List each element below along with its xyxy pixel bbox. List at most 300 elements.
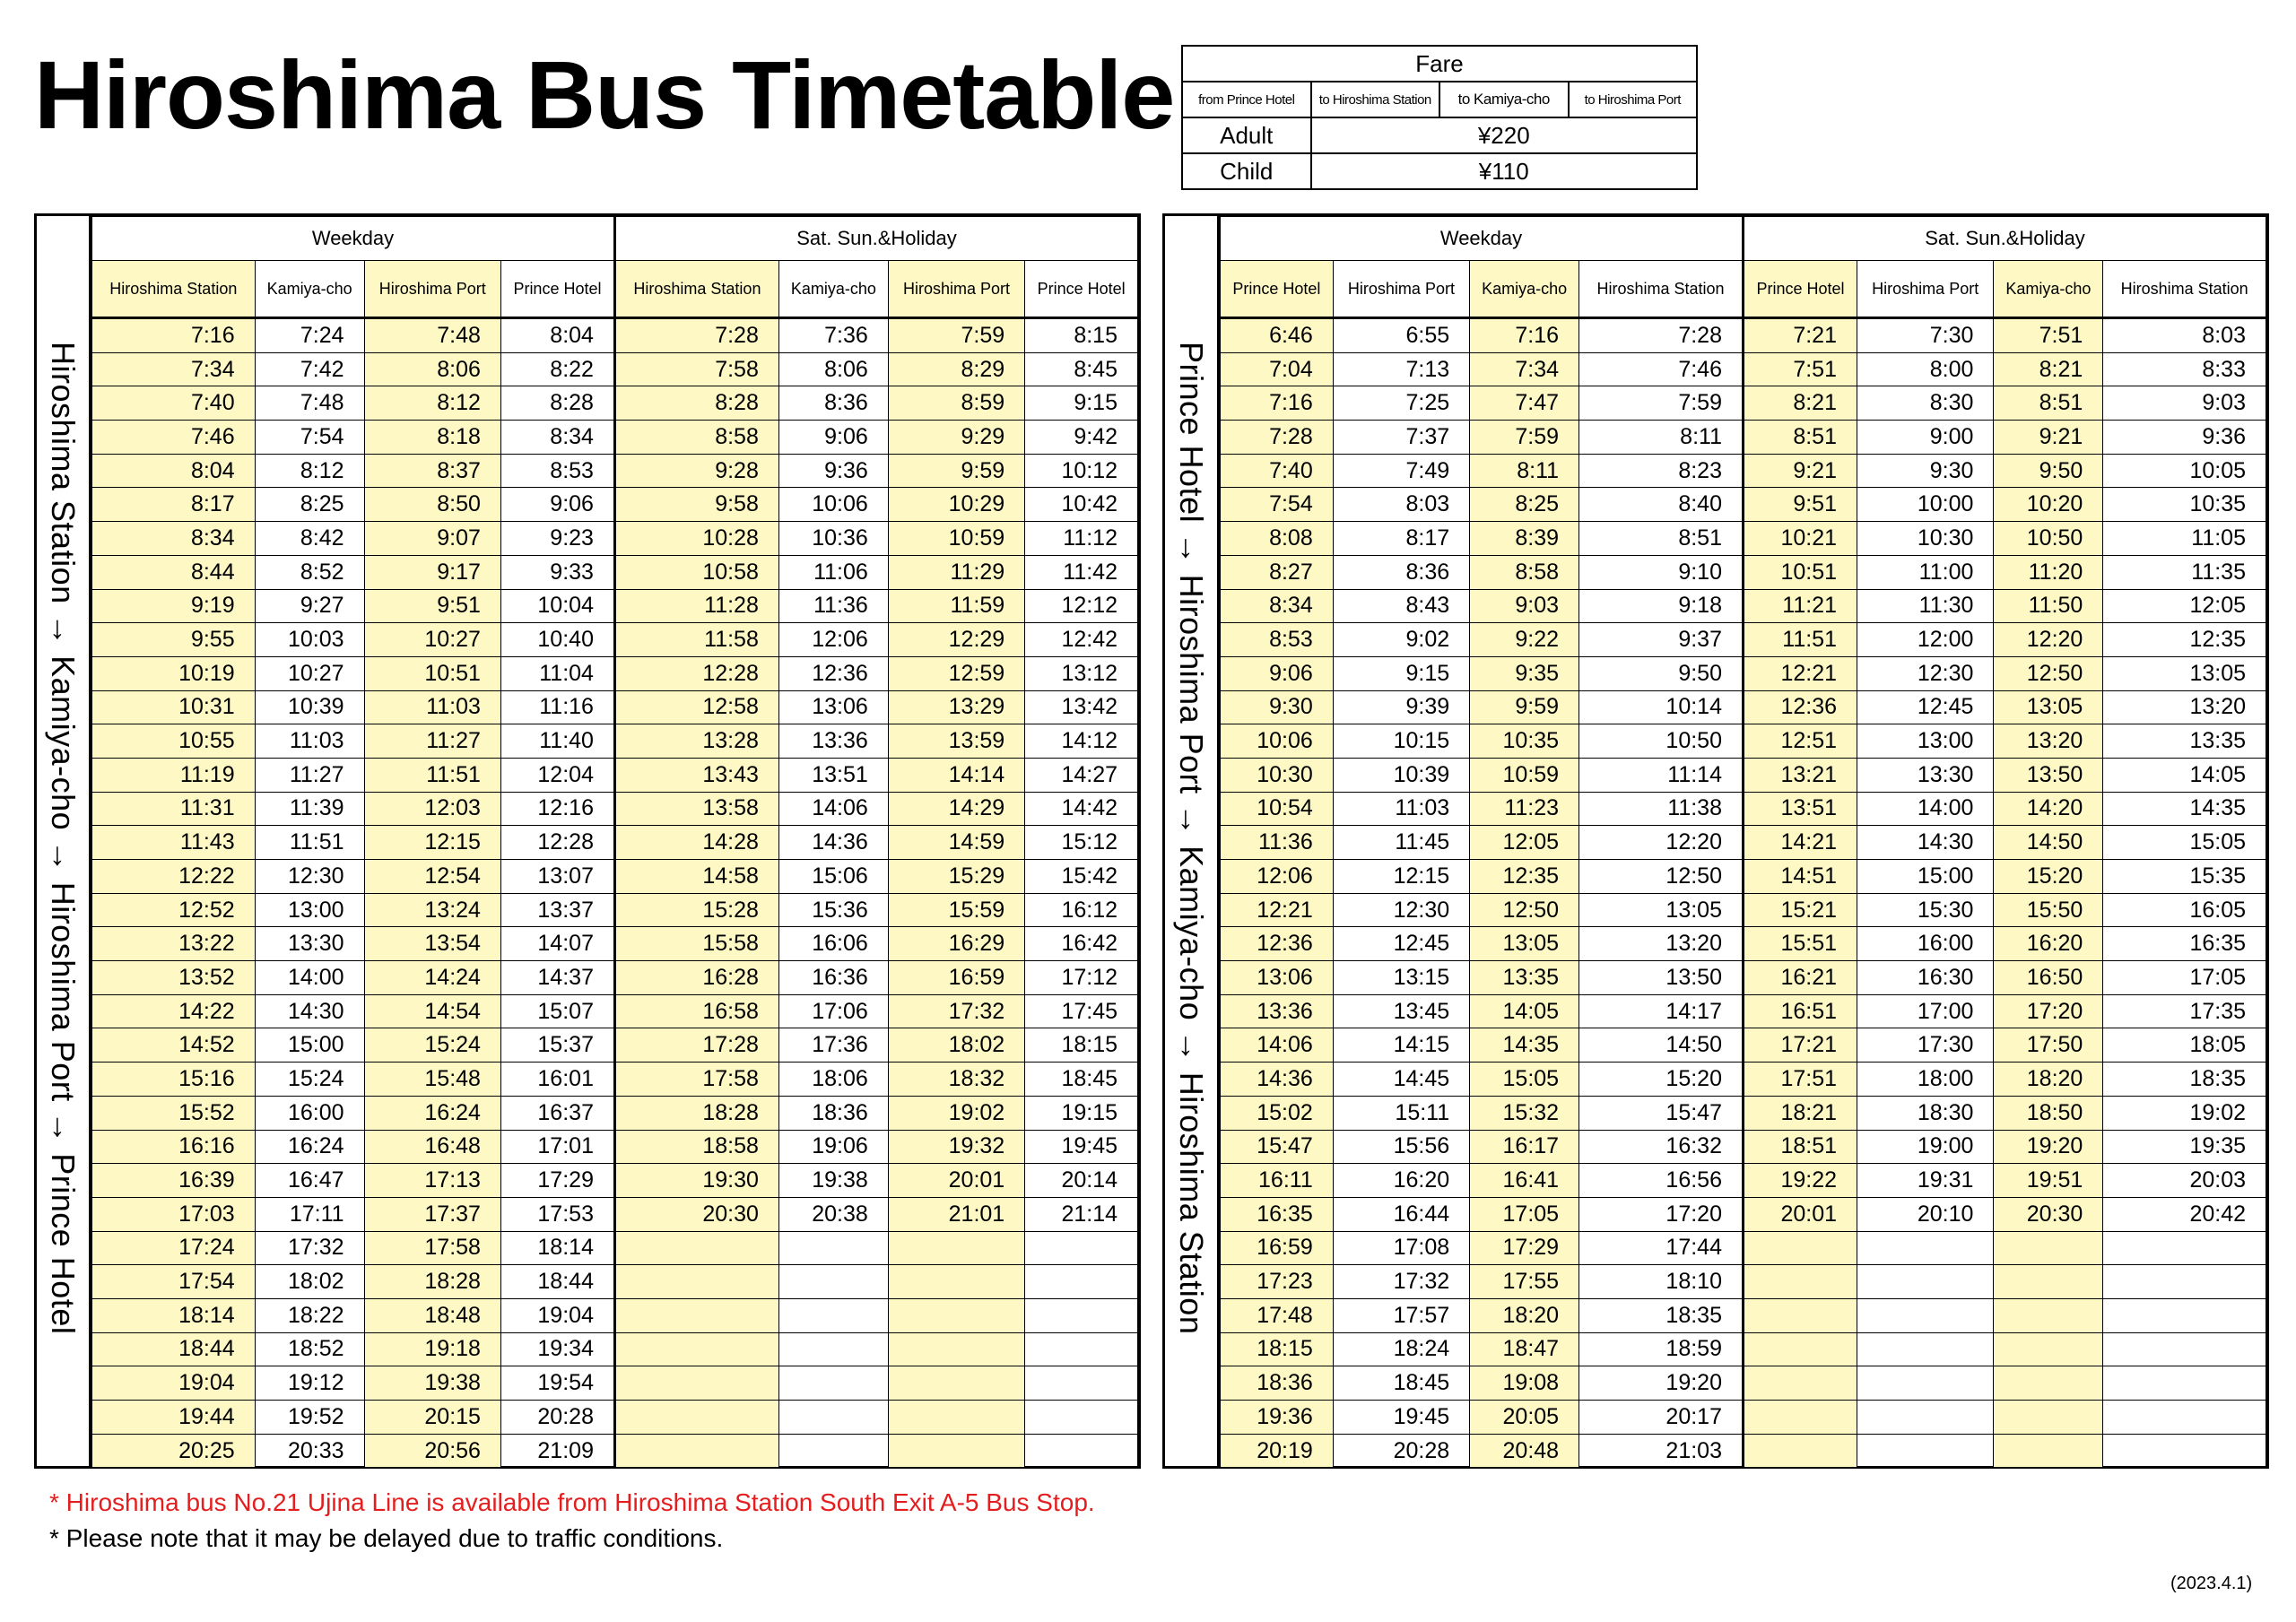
time-cell: 13:51 [778, 758, 888, 792]
time-cell: 8:15 [1025, 318, 1138, 353]
time-cell: 15:48 [364, 1063, 500, 1097]
table-row [92, 1063, 1138, 1097]
table-row [92, 555, 1138, 589]
table-row [92, 1028, 1138, 1063]
time-cell: 7:28 [1579, 318, 1744, 353]
time-cell: 10:05 [2103, 454, 2266, 488]
time-cell: 9:19 [92, 589, 256, 623]
time-cell: 14:24 [364, 961, 500, 995]
time-cell: 20:10 [1857, 1197, 1994, 1231]
time-cell: 20:42 [2103, 1197, 2266, 1231]
table-row [1221, 386, 2266, 421]
time-cell: 9:51 [364, 589, 500, 623]
time-cell: 10:04 [500, 589, 614, 623]
table-row [92, 826, 1138, 860]
time-cell: 20:14 [1025, 1164, 1138, 1198]
time-cell: 16:29 [888, 927, 1024, 961]
time-cell: 14:00 [1857, 792, 1994, 826]
time-cell: 12:45 [1857, 690, 1994, 724]
time-cell: 18:20 [1994, 1063, 2103, 1097]
time-cell: 10:35 [2103, 488, 2266, 522]
time-cell: 9:18 [1579, 589, 1744, 623]
time-cell: 17:32 [888, 994, 1024, 1028]
time-cell: 8:33 [2103, 352, 2266, 386]
col-header: Hiroshima Port [1857, 261, 1994, 318]
time-cell: 18:58 [614, 1130, 778, 1164]
time-cell: 7:16 [1221, 386, 1334, 421]
time-cell: 7:59 [1579, 386, 1744, 421]
time-cell: 10:27 [255, 656, 364, 690]
time-cell [778, 1401, 888, 1435]
time-cell: 9:59 [888, 454, 1024, 488]
time-cell: 18:45 [1333, 1366, 1469, 1401]
table-row [1221, 1063, 2266, 1097]
time-cell [2103, 1366, 2266, 1401]
time-cell: 16:28 [614, 961, 778, 995]
time-cell: 15:20 [1994, 860, 2103, 894]
table-row [1221, 1401, 2266, 1435]
time-cell: 13:00 [1857, 724, 1994, 759]
table-row [1221, 1130, 2266, 1164]
time-cell: 20:17 [1579, 1401, 1744, 1435]
time-cell [1025, 1434, 1138, 1468]
col-header: Kamiya-cho [255, 261, 364, 318]
time-cell: 12:36 [1221, 927, 1334, 961]
time-cell: 12:36 [1743, 690, 1857, 724]
time-cell: 9:03 [1470, 589, 1579, 623]
time-cell [1994, 1265, 2103, 1299]
time-cell: 7:46 [1579, 352, 1744, 386]
col-header: Kamiya-cho [778, 261, 888, 318]
time-cell: 14:21 [1743, 826, 1857, 860]
time-cell: 19:20 [1994, 1130, 2103, 1164]
table-row [92, 1298, 1138, 1332]
time-cell: 13:06 [1221, 961, 1334, 995]
table-row [92, 1164, 1138, 1198]
time-cell [778, 1332, 888, 1366]
time-cell: 17:32 [1333, 1265, 1469, 1299]
time-cell: 20:05 [1470, 1401, 1579, 1435]
time-cell: 8:29 [888, 352, 1024, 386]
time-cell: 18:15 [1025, 1028, 1138, 1063]
time-cell [1743, 1401, 1857, 1435]
time-cell [2103, 1434, 2266, 1468]
time-cell: 20:28 [500, 1401, 614, 1435]
table-row [1221, 1434, 2266, 1468]
time-cell: 16:59 [888, 961, 1024, 995]
time-cell: 11:59 [888, 589, 1024, 623]
col-header: Hiroshima Port [1333, 261, 1469, 318]
time-cell: 15:42 [1025, 860, 1138, 894]
time-cell: 8:03 [2103, 318, 2266, 353]
table-row [92, 1197, 1138, 1231]
time-cell: 11:30 [1857, 589, 1994, 623]
time-cell: 18:44 [500, 1265, 614, 1299]
time-cell: 10:59 [888, 522, 1024, 556]
time-cell: 8:36 [778, 386, 888, 421]
time-cell: 10:29 [888, 488, 1024, 522]
time-cell: 19:04 [92, 1366, 256, 1401]
time-cell: 13:20 [1579, 927, 1744, 961]
time-cell [1743, 1366, 1857, 1401]
time-cell: 11:50 [1994, 589, 2103, 623]
time-cell: 7:36 [778, 318, 888, 353]
time-cell: 16:01 [500, 1063, 614, 1097]
time-cell [778, 1298, 888, 1332]
time-cell: 16:00 [255, 1096, 364, 1130]
time-cell: 8:03 [1333, 488, 1469, 522]
time-cell: 12:20 [1994, 623, 2103, 657]
time-cell: 7:48 [255, 386, 364, 421]
table-row [92, 1130, 1138, 1164]
time-cell: 13:50 [1579, 961, 1744, 995]
table-row [1221, 1197, 2266, 1231]
time-cell: 15:52 [92, 1096, 256, 1130]
col-header: Kamiya-cho [1470, 261, 1579, 318]
table-row [1221, 1231, 2266, 1265]
time-cell: 9:33 [500, 555, 614, 589]
time-cell: 8:59 [888, 386, 1024, 421]
time-cell: 19:20 [1579, 1366, 1744, 1401]
table-row [92, 589, 1138, 623]
time-cell: 15:06 [778, 860, 888, 894]
group-holiday: Sat. Sun.&Holiday [614, 217, 1137, 261]
time-cell: 15:20 [1579, 1063, 1744, 1097]
time-cell: 8:04 [500, 318, 614, 353]
time-cell: 6:46 [1221, 318, 1334, 353]
time-cell: 12:30 [1333, 893, 1469, 927]
time-cell: 13:00 [255, 893, 364, 927]
time-cell: 16:12 [1025, 893, 1138, 927]
time-cell: 19:38 [778, 1164, 888, 1198]
table-row [92, 454, 1138, 488]
time-cell: 18:10 [1579, 1265, 1744, 1299]
time-cell: 9:36 [2103, 421, 2266, 455]
time-cell: 8:34 [500, 421, 614, 455]
time-cell: 13:05 [2103, 656, 2266, 690]
time-cell: 15:50 [1994, 893, 2103, 927]
time-cell [614, 1231, 778, 1265]
time-cell [888, 1401, 1024, 1435]
time-cell: 19:31 [1857, 1164, 1994, 1198]
time-cell: 12:52 [92, 893, 256, 927]
time-cell: 17:32 [255, 1231, 364, 1265]
time-cell: 17:57 [1333, 1298, 1469, 1332]
time-cell: 9:00 [1857, 421, 1994, 455]
time-cell: 10:42 [1025, 488, 1138, 522]
time-cell: 14:58 [614, 860, 778, 894]
time-cell: 19:04 [500, 1298, 614, 1332]
time-cell: 20:15 [364, 1401, 500, 1435]
time-cell: 8:42 [255, 522, 364, 556]
time-cell: 18:35 [1579, 1298, 1744, 1332]
time-cell: 11:21 [1743, 589, 1857, 623]
time-cell: 12:35 [2103, 623, 2266, 657]
time-cell: 11:19 [92, 758, 256, 792]
time-cell: 7:47 [1470, 386, 1579, 421]
time-cell [888, 1298, 1024, 1332]
time-cell: 19:22 [1743, 1164, 1857, 1198]
time-cell: 7:40 [1221, 454, 1334, 488]
time-cell: 8:58 [1470, 555, 1579, 589]
time-cell [1025, 1231, 1138, 1265]
time-cell: 16:59 [1221, 1231, 1334, 1265]
col-header: Kamiya-cho [1994, 261, 2103, 318]
time-cell: 14:59 [888, 826, 1024, 860]
time-cell: 8:28 [500, 386, 614, 421]
time-cell: 11:36 [1221, 826, 1334, 860]
time-cell: 16:21 [1743, 961, 1857, 995]
time-cell: 19:45 [1333, 1401, 1469, 1435]
time-cell: 17:24 [92, 1231, 256, 1265]
time-cell: 7:42 [255, 352, 364, 386]
table-row [1221, 1028, 2266, 1063]
time-cell: 8:17 [1333, 522, 1469, 556]
time-cell: 13:21 [1743, 758, 1857, 792]
table-row [92, 1366, 1138, 1401]
time-cell: 11:40 [500, 724, 614, 759]
time-cell: 17:54 [92, 1265, 256, 1299]
time-cell: 20:01 [888, 1164, 1024, 1198]
time-cell: 11:42 [1025, 555, 1138, 589]
time-cell: 16:56 [1579, 1164, 1744, 1198]
time-cell: 13:22 [92, 927, 256, 961]
time-cell: 7:34 [1470, 352, 1579, 386]
time-cell: 11:51 [1743, 623, 1857, 657]
time-cell: 13:24 [364, 893, 500, 927]
table-row [92, 1231, 1138, 1265]
col-header: Hiroshima Station [614, 261, 778, 318]
time-cell: 8:27 [1221, 555, 1334, 589]
time-cell: 14:05 [1470, 994, 1579, 1028]
time-cell: 10:06 [1221, 724, 1334, 759]
time-cell: 16:00 [1857, 927, 1994, 961]
time-cell: 20:19 [1221, 1434, 1334, 1468]
table-row [1221, 555, 2266, 589]
time-cell: 9:06 [1221, 656, 1334, 690]
col-header: Hiroshima Station [2103, 261, 2266, 318]
time-cell: 15:11 [1333, 1096, 1469, 1130]
time-cell: 10:21 [1743, 522, 1857, 556]
time-cell: 15:12 [1025, 826, 1138, 860]
time-cell: 8:21 [1994, 352, 2103, 386]
fare-col-port: to Hiroshima Port [1569, 82, 1698, 117]
time-cell: 10:31 [92, 690, 256, 724]
table-row [92, 1096, 1138, 1130]
time-cell: 11:38 [1579, 792, 1744, 826]
time-cell: 14:50 [1579, 1028, 1744, 1063]
time-cell: 14:06 [778, 792, 888, 826]
time-cell: 20:56 [364, 1434, 500, 1468]
time-cell: 18:59 [1579, 1332, 1744, 1366]
time-cell: 13:29 [888, 690, 1024, 724]
time-cell [1743, 1434, 1857, 1468]
time-cell: 20:25 [92, 1434, 256, 1468]
time-cell: 17:36 [778, 1028, 888, 1063]
table-row [92, 690, 1138, 724]
time-cell: 16:24 [364, 1096, 500, 1130]
time-cell: 18:22 [255, 1298, 364, 1332]
time-cell: 9:30 [1221, 690, 1334, 724]
time-cell: 12:35 [1470, 860, 1579, 894]
table-row [92, 386, 1138, 421]
time-cell: 8:21 [1743, 386, 1857, 421]
time-cell: 13:30 [1857, 758, 1994, 792]
time-cell: 11:35 [2103, 555, 2266, 589]
time-cell: 17:01 [500, 1130, 614, 1164]
time-cell: 19:00 [1857, 1130, 1994, 1164]
time-cell: 11:29 [888, 555, 1024, 589]
time-cell: 8:51 [1743, 421, 1857, 455]
time-cell: 18:48 [364, 1298, 500, 1332]
col-header: Hiroshima Port [364, 261, 500, 318]
time-cell: 14:05 [2103, 758, 2266, 792]
time-cell [614, 1401, 778, 1435]
time-cell [1857, 1298, 1994, 1332]
time-cell: 9:23 [500, 522, 614, 556]
time-cell: 11:39 [255, 792, 364, 826]
time-cell: 9:15 [1025, 386, 1138, 421]
time-cell: 17:11 [255, 1197, 364, 1231]
time-cell: 9:06 [500, 488, 614, 522]
time-cell: 16:48 [364, 1130, 500, 1164]
time-cell: 12:36 [778, 656, 888, 690]
time-cell: 9:07 [364, 522, 500, 556]
table-row [92, 893, 1138, 927]
table-row [1221, 893, 2266, 927]
time-cell: 7:54 [255, 421, 364, 455]
time-cell: 8:18 [364, 421, 500, 455]
time-cell: 8:40 [1579, 488, 1744, 522]
time-cell: 17:44 [1579, 1231, 1744, 1265]
time-cell: 11:51 [364, 758, 500, 792]
time-cell [614, 1434, 778, 1468]
time-cell: 15:05 [1470, 1063, 1579, 1097]
time-cell: 9:36 [778, 454, 888, 488]
time-cell: 13:12 [1025, 656, 1138, 690]
table-row [1221, 994, 2266, 1028]
time-cell: 8:28 [614, 386, 778, 421]
time-cell: 8:58 [614, 421, 778, 455]
time-cell: 15:51 [1743, 927, 1857, 961]
time-cell: 8:37 [364, 454, 500, 488]
effective-date: (2023.4.1) [2170, 1574, 2253, 1593]
time-cell: 16:24 [255, 1130, 364, 1164]
time-cell: 14:52 [92, 1028, 256, 1063]
time-cell: 10:03 [255, 623, 364, 657]
time-cell [1857, 1401, 1994, 1435]
time-cell: 12:45 [1333, 927, 1469, 961]
time-cell: 10:12 [1025, 454, 1138, 488]
time-cell: 14:28 [614, 826, 778, 860]
time-cell: 16:50 [1994, 961, 2103, 995]
time-cell [1743, 1298, 1857, 1332]
time-cell [1743, 1231, 1857, 1265]
time-cell: 11:03 [255, 724, 364, 759]
time-cell: 11:14 [1579, 758, 1744, 792]
time-cell: 11:03 [1333, 792, 1469, 826]
time-cell [1857, 1231, 1994, 1265]
time-cell: 13:35 [2103, 724, 2266, 759]
time-cell: 12:05 [2103, 589, 2266, 623]
time-cell: 9:06 [778, 421, 888, 455]
table-row [1221, 623, 2266, 657]
time-cell: 10:36 [778, 522, 888, 556]
time-cell: 17:12 [1025, 961, 1138, 995]
time-cell: 20:30 [614, 1197, 778, 1231]
time-cell: 12:54 [364, 860, 500, 894]
table-row [92, 352, 1138, 386]
fare-col-station: to Hiroshima Station [1311, 82, 1440, 117]
time-cell: 12:20 [1579, 826, 1744, 860]
time-cell: 14:51 [1743, 860, 1857, 894]
time-cell: 12:21 [1743, 656, 1857, 690]
page-title: Hiroshima Bus Timetable [34, 40, 1175, 149]
time-cell: 12:58 [614, 690, 778, 724]
time-cell: 14:20 [1994, 792, 2103, 826]
table-row [92, 792, 1138, 826]
time-cell: 11:45 [1333, 826, 1469, 860]
time-cell: 17:29 [500, 1164, 614, 1198]
time-cell: 18:21 [1743, 1096, 1857, 1130]
time-cell: 7:34 [92, 352, 256, 386]
time-cell: 11:00 [1857, 555, 1994, 589]
time-cell: 17:35 [2103, 994, 2266, 1028]
time-cell: 8:25 [1470, 488, 1579, 522]
time-cell: 16:51 [1743, 994, 1857, 1028]
time-cell [888, 1332, 1024, 1366]
time-cell: 8:34 [92, 522, 256, 556]
time-cell [1025, 1401, 1138, 1435]
time-cell: 13:30 [255, 927, 364, 961]
time-cell: 8:17 [92, 488, 256, 522]
table-row [1221, 927, 2266, 961]
time-cell: 14:54 [364, 994, 500, 1028]
time-cell: 19:08 [1470, 1366, 1579, 1401]
time-cell [1025, 1298, 1138, 1332]
table-row [1221, 488, 2266, 522]
time-cell: 10:59 [1470, 758, 1579, 792]
time-cell: 10:14 [1579, 690, 1744, 724]
time-cell: 13:51 [1743, 792, 1857, 826]
time-cell: 19:15 [1025, 1096, 1138, 1130]
time-cell: 7:59 [888, 318, 1024, 353]
time-cell: 16:05 [2103, 893, 2266, 927]
time-cell: 9:58 [614, 488, 778, 522]
time-cell: 8:08 [1221, 522, 1334, 556]
time-cell: 7:51 [1743, 352, 1857, 386]
table-row [1221, 690, 2266, 724]
time-cell: 12:50 [1579, 860, 1744, 894]
time-cell: 15:47 [1579, 1096, 1744, 1130]
group-weekday: Weekday [92, 217, 615, 261]
time-cell: 11:51 [255, 826, 364, 860]
time-cell: 11:12 [1025, 522, 1138, 556]
time-cell: 8:43 [1333, 589, 1469, 623]
time-cell: 19:34 [500, 1332, 614, 1366]
time-cell: 10:51 [1743, 555, 1857, 589]
time-cell: 13:59 [888, 724, 1024, 759]
time-cell: 11:58 [614, 623, 778, 657]
time-cell: 18:36 [1221, 1366, 1334, 1401]
time-cell: 9:29 [888, 421, 1024, 455]
table-row [92, 1401, 1138, 1435]
time-cell: 19:45 [1025, 1130, 1138, 1164]
table-row [1221, 826, 2266, 860]
time-cell: 17:08 [1333, 1231, 1469, 1265]
time-cell: 7:49 [1333, 454, 1469, 488]
time-cell: 18:28 [614, 1096, 778, 1130]
